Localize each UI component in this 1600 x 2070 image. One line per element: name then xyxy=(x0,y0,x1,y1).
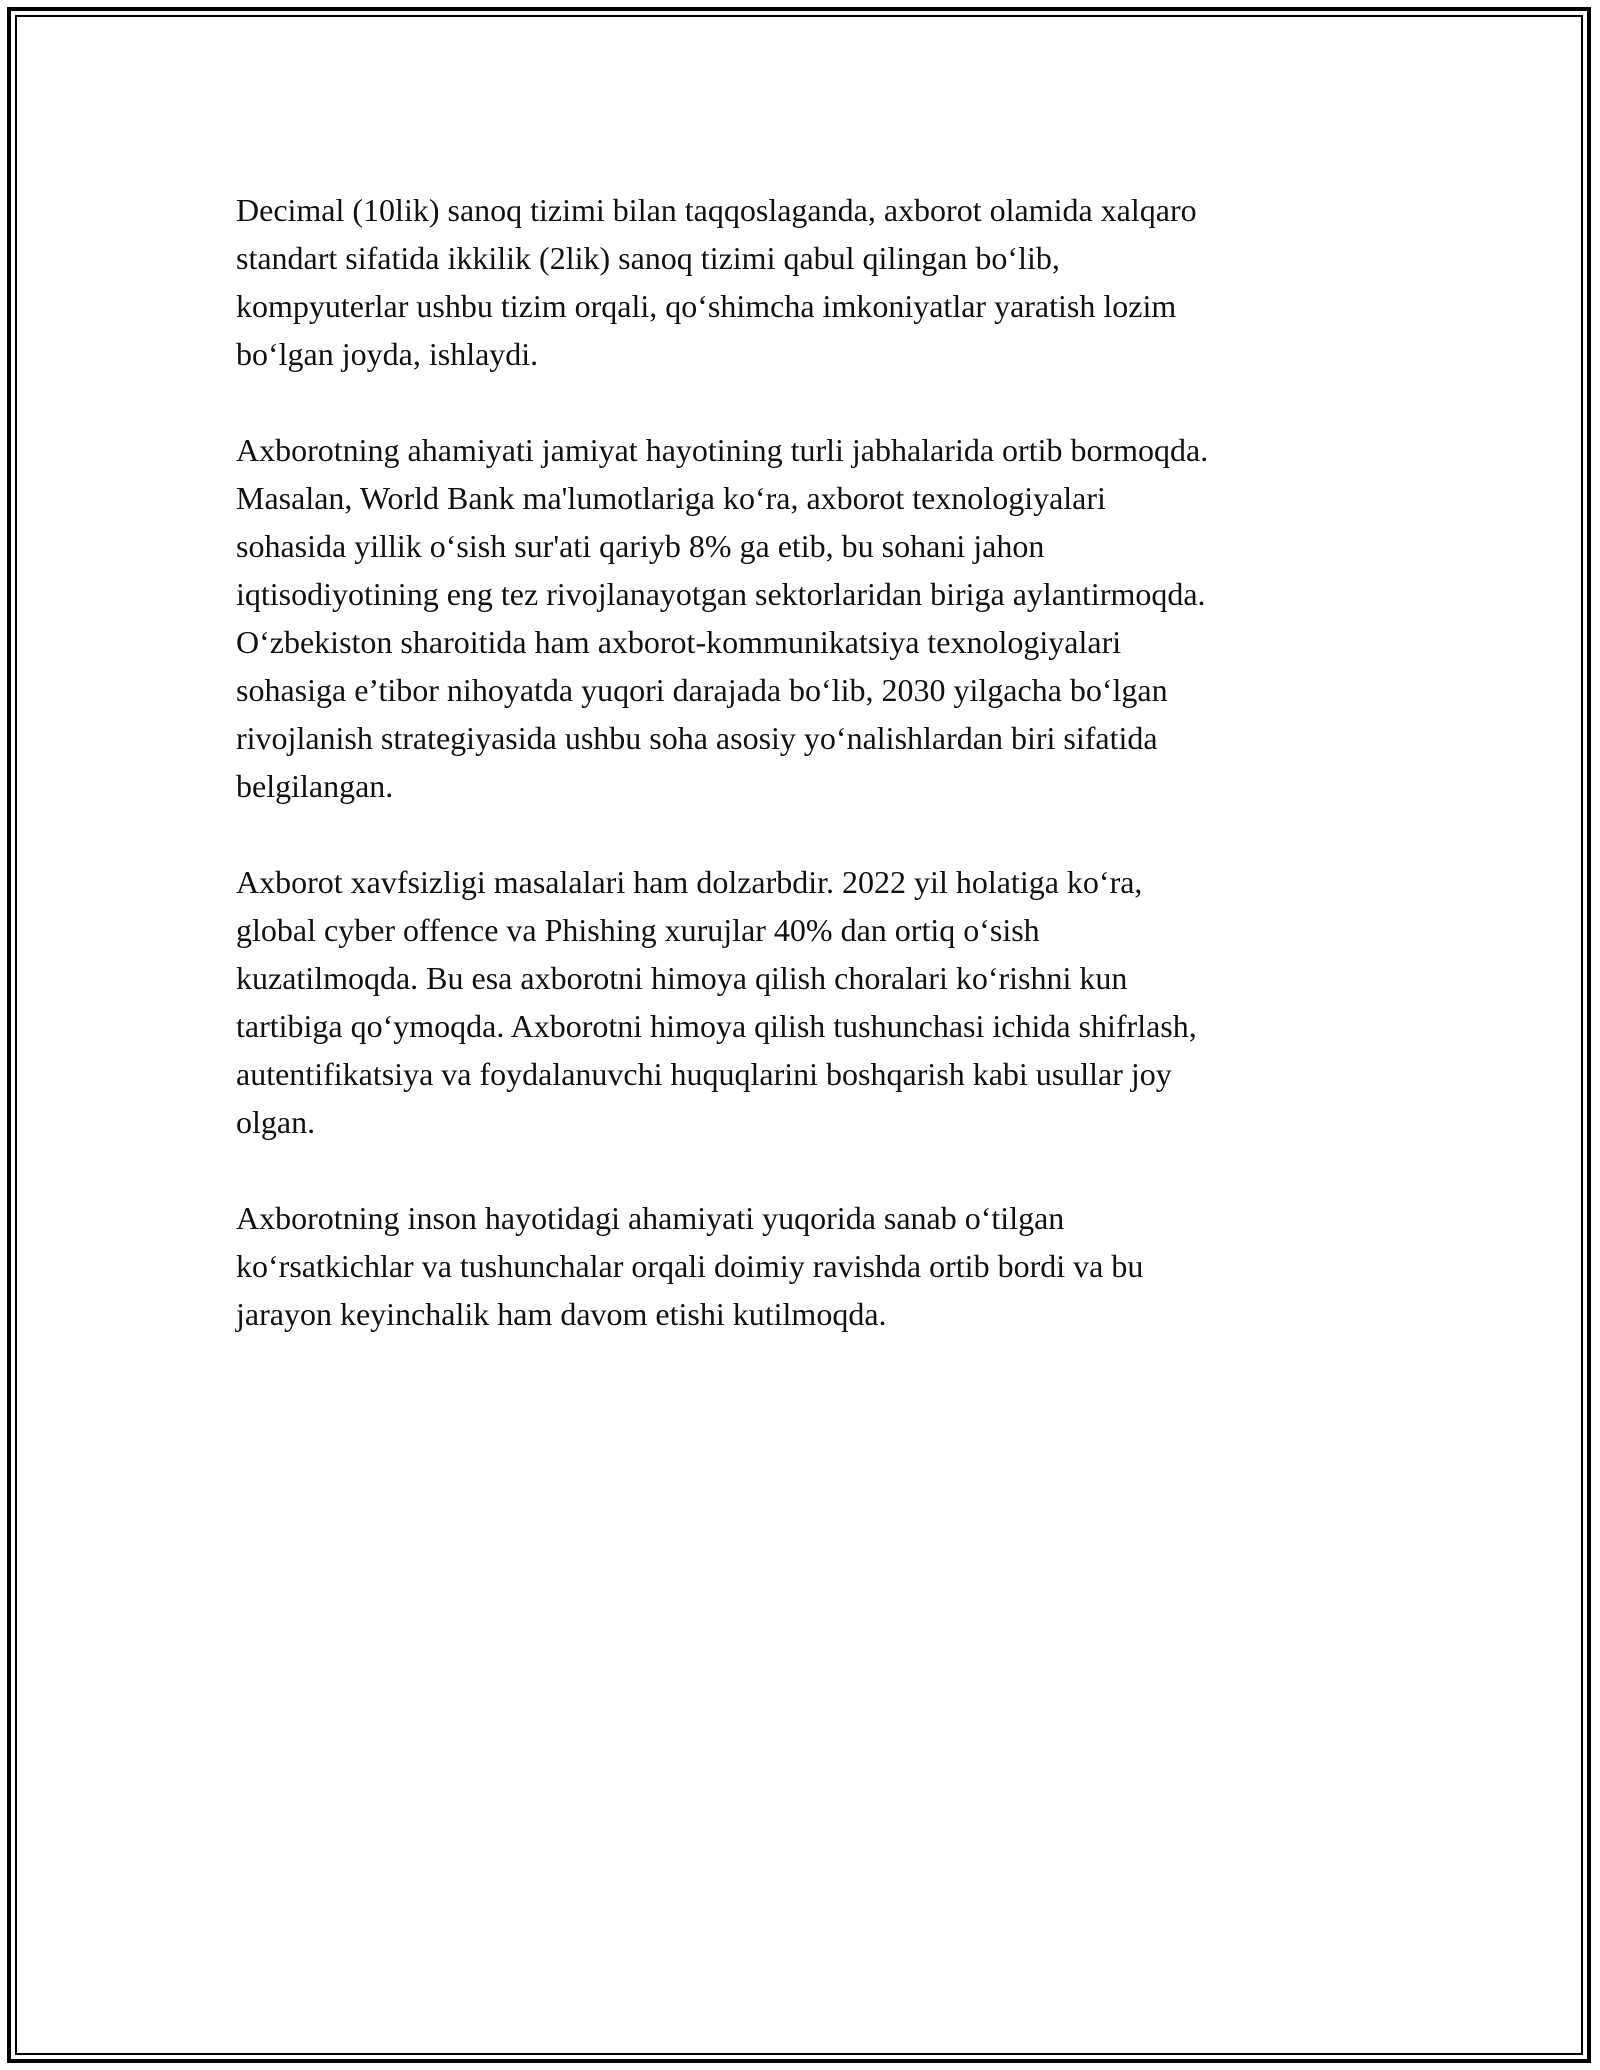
text-line: Axborotning ahamiyati jamiyat hayotining turli jabhalarida ortib bormoqda. xyxy=(236,432,1209,468)
text-line: Decimal (10lik) sanoq tizimi bilan taqqoslaganda, axborot olamida xalqaro xyxy=(236,192,1197,228)
paragraph-number-systems xyxy=(236,186,1356,378)
text-line: autentifikatsiya va foydalanuvchi huquqlarini boshqarish kabi usullar joy xyxy=(236,1056,1172,1092)
document-body xyxy=(236,186,1356,1338)
text-line: ko‘rsatkichlar va tushunchalar orqali doimiy ravishda ortib bordi va bu xyxy=(236,1248,1144,1284)
paragraph-information-security xyxy=(236,858,1356,1146)
text-line: Axborot xavfsizligi masalalari ham dolzarbdir. 2022 yil holatiga ko‘ra, xyxy=(236,864,1143,900)
text-line: sohasiga e’tibor nihoyatda yuqori darajada bo‘lib, 2030 yilgacha bo‘lgan xyxy=(236,672,1168,708)
text-line: jarayon keyinchalik ham davom etishi kutilmoqda. xyxy=(236,1296,887,1332)
paragraph-information-importance xyxy=(236,426,1356,810)
text-line: standart sifatida ikkilik (2lik) sanoq tizimi qabul qilingan bo‘lib, xyxy=(236,240,1060,276)
text-line: global cyber offence va Phishing xurujlar 40% dan ortiq o‘sish xyxy=(236,912,1040,948)
text-line: olgan. xyxy=(236,1104,316,1140)
text-line: belgilangan. xyxy=(236,768,394,804)
text-line: tartibiga qo‘ymoqda. Axborotni himoya qilish tushunchasi ichida shifrlash, xyxy=(236,1008,1197,1044)
text-line: rivojlanish strategiyasida ushbu soha asosiy yo‘nalishlardan biri sifatida xyxy=(236,720,1158,756)
text-line: Masalan, World Bank ma'lumotlariga ko‘ra, axborot texnologiyalari xyxy=(236,480,1106,516)
text-line: sohasida yillik o‘sish sur'ati qariyb 8% ga etib, bu sohani jahon xyxy=(236,528,1045,564)
text-line: kuzatilmoqda. Bu esa axborotni himoya qilish choralari ko‘rishni kun xyxy=(236,960,1128,996)
text-line: Axborotning inson hayotidagi ahamiyati yuqorida sanab o‘tilgan xyxy=(236,1200,1065,1236)
text-line: O‘zbekiston sharoitida ham axborot-kommunikatsiya texnologiyalari xyxy=(236,624,1122,660)
paragraph-conclusion xyxy=(236,1194,1356,1338)
text-line: bo‘lgan joyda, ishlaydi. xyxy=(236,336,539,372)
text-line: kompyuterlar ushbu tizim orqali, qo‘shimcha imkoniyatlar yaratish lozim xyxy=(236,288,1177,324)
text-line: iqtisodiyotining eng tez rivojlanayotgan sektorlaridan biriga aylantirmoqda. xyxy=(236,576,1206,612)
